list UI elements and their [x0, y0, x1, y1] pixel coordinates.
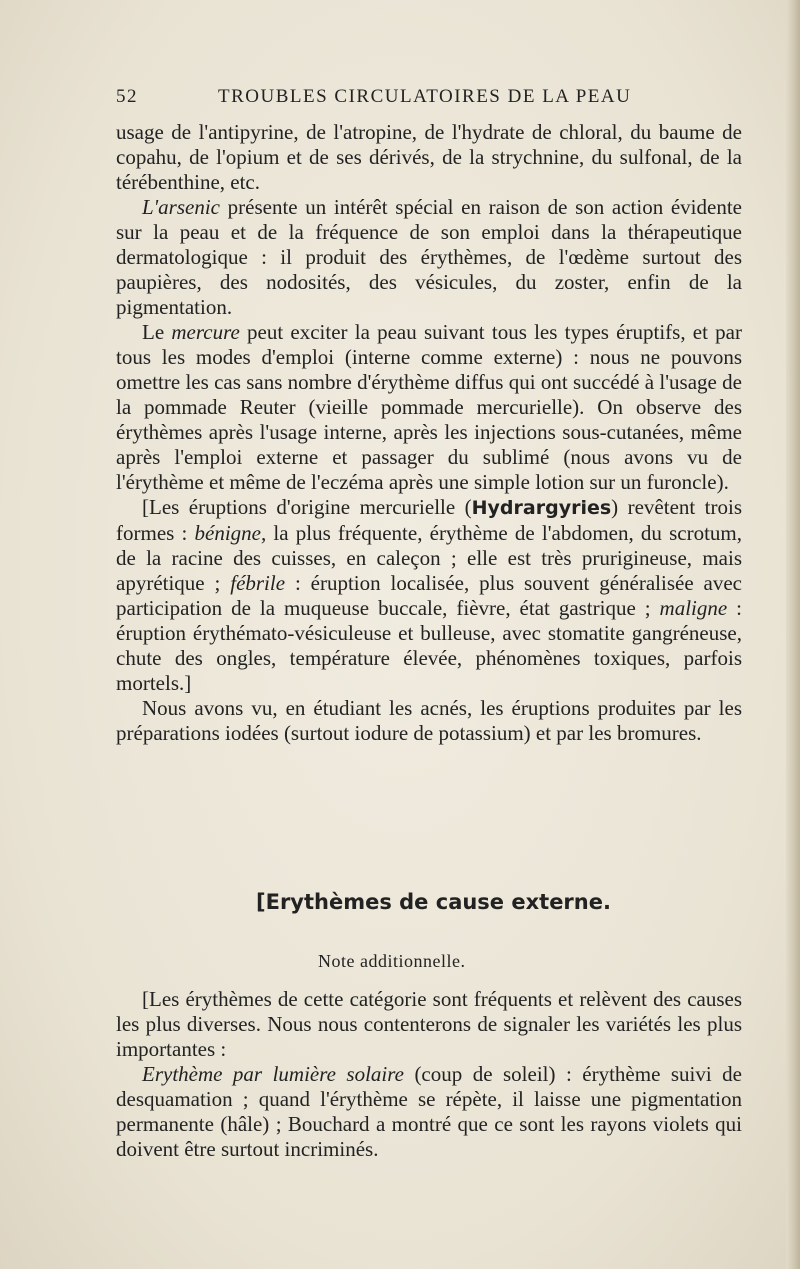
term-hydrargyries: Hydrargyries — [471, 497, 612, 519]
paragraph-text: : éruption localisée, plus souvent généralisée avec participation de la muqueuse buccale, fièvre, état gastrique ; — [116, 571, 742, 620]
running-title: TROUBLES CIRCULATOIRES DE LA PEAU — [218, 86, 632, 107]
term-arsenic: L'arsenic — [142, 195, 220, 219]
term-mercure: mercure — [171, 320, 240, 344]
page-number: 52 — [116, 86, 138, 107]
paragraph-arsenic — [116, 195, 742, 320]
paragraph-hydrargyries — [116, 495, 742, 696]
term-maligne: maligne — [659, 596, 728, 620]
page-edge — [786, 0, 800, 1269]
paragraph-text: peut exciter la peau suivant tous les types éruptifs, et par tous les modes d'emploi (interne comme externe) : nous ne pouvons omettre les cas sans nombre d'érythème diffus qui ont succédé à l'usage de la pommade Reuter (vieille pommade mercurielle). On observe des érythèmes après l'usage interne, après les injections sous-cutanées, même après l'emploi externe et passager du sublimé (nous avons vu de l'érythème et même de l'eczéma après une simple lotion sur un furoncle). — [116, 320, 742, 494]
paragraph-solaire — [116, 1062, 742, 1162]
paragraph: usage de l'antipyrine, de l'atropine, de l'hydrate de chloral, du baume de copahu, de l'opium et de ses dérivés, de la strychnine, du sulfonal, de la térébenthine, etc. — [116, 120, 742, 194]
term-benigne: bénigne, — [194, 521, 267, 545]
term-febrile: fébrile — [230, 571, 286, 595]
paragraph-categorie: [Les érythèmes de cette catégorie sont fréquents et relèvent des causes les plus diverses. Nous nous contenterons de signaler les variétés les plus importantes : — [116, 987, 742, 1061]
term-erytheme-solaire: Erythème par lumière solaire — [142, 1062, 404, 1086]
section-title: [Erythèmes de cause externe. — [256, 890, 611, 914]
paragraph-text: la plus fréquente, érythème de l'abdomen, du scrotum, de la racine des cuisses, en caleçon ; elle est très prurigineuse, mais apyrétique ; — [116, 521, 742, 595]
paragraph-iodees: Nous avons vu, en étudiant les acnés, les éruptions produites par les préparations iodées (surtout iodure de potassium) et par les bromures. — [116, 696, 742, 745]
paragraph-text: : éruption érythémato-vésiculeuse et bulleuse, avec stomatite gangréneuse, chute des ongles, température élevée, phénomènes toxiques, parfois mortels.] — [116, 596, 742, 695]
paragraph-text: Le — [142, 320, 172, 344]
paragraph-text: ) revêtent trois formes : — [116, 495, 743, 545]
note-heading: Note additionnelle. — [318, 951, 466, 971]
paragraph-text: présente un intérêt spécial en raison de son action évidente sur la peau et de la fréquence de son emploi dans la thérapeutique dermatologique : il produit des érythèmes, de l'œdème surtout des paupières, des nodosités, des vésicules, du zoster, enfin de la pigmentation. — [116, 195, 742, 319]
text-block-upper — [116, 120, 742, 746]
paragraph-text: (coup de soleil) : érythème suivi de desquamation ; quand l'érythème se répète, il laisse une pigmentation permanente (hâle) ; Bouchard a montré que ce sont les rayons violets qui doivent être surtout incriminés. — [116, 1062, 742, 1161]
paragraph-mercure — [116, 320, 742, 495]
paragraph-text: [Les éruptions d'origine mercurielle ( — [142, 495, 472, 519]
running-header — [116, 86, 636, 112]
text-block-lower — [116, 987, 742, 1162]
